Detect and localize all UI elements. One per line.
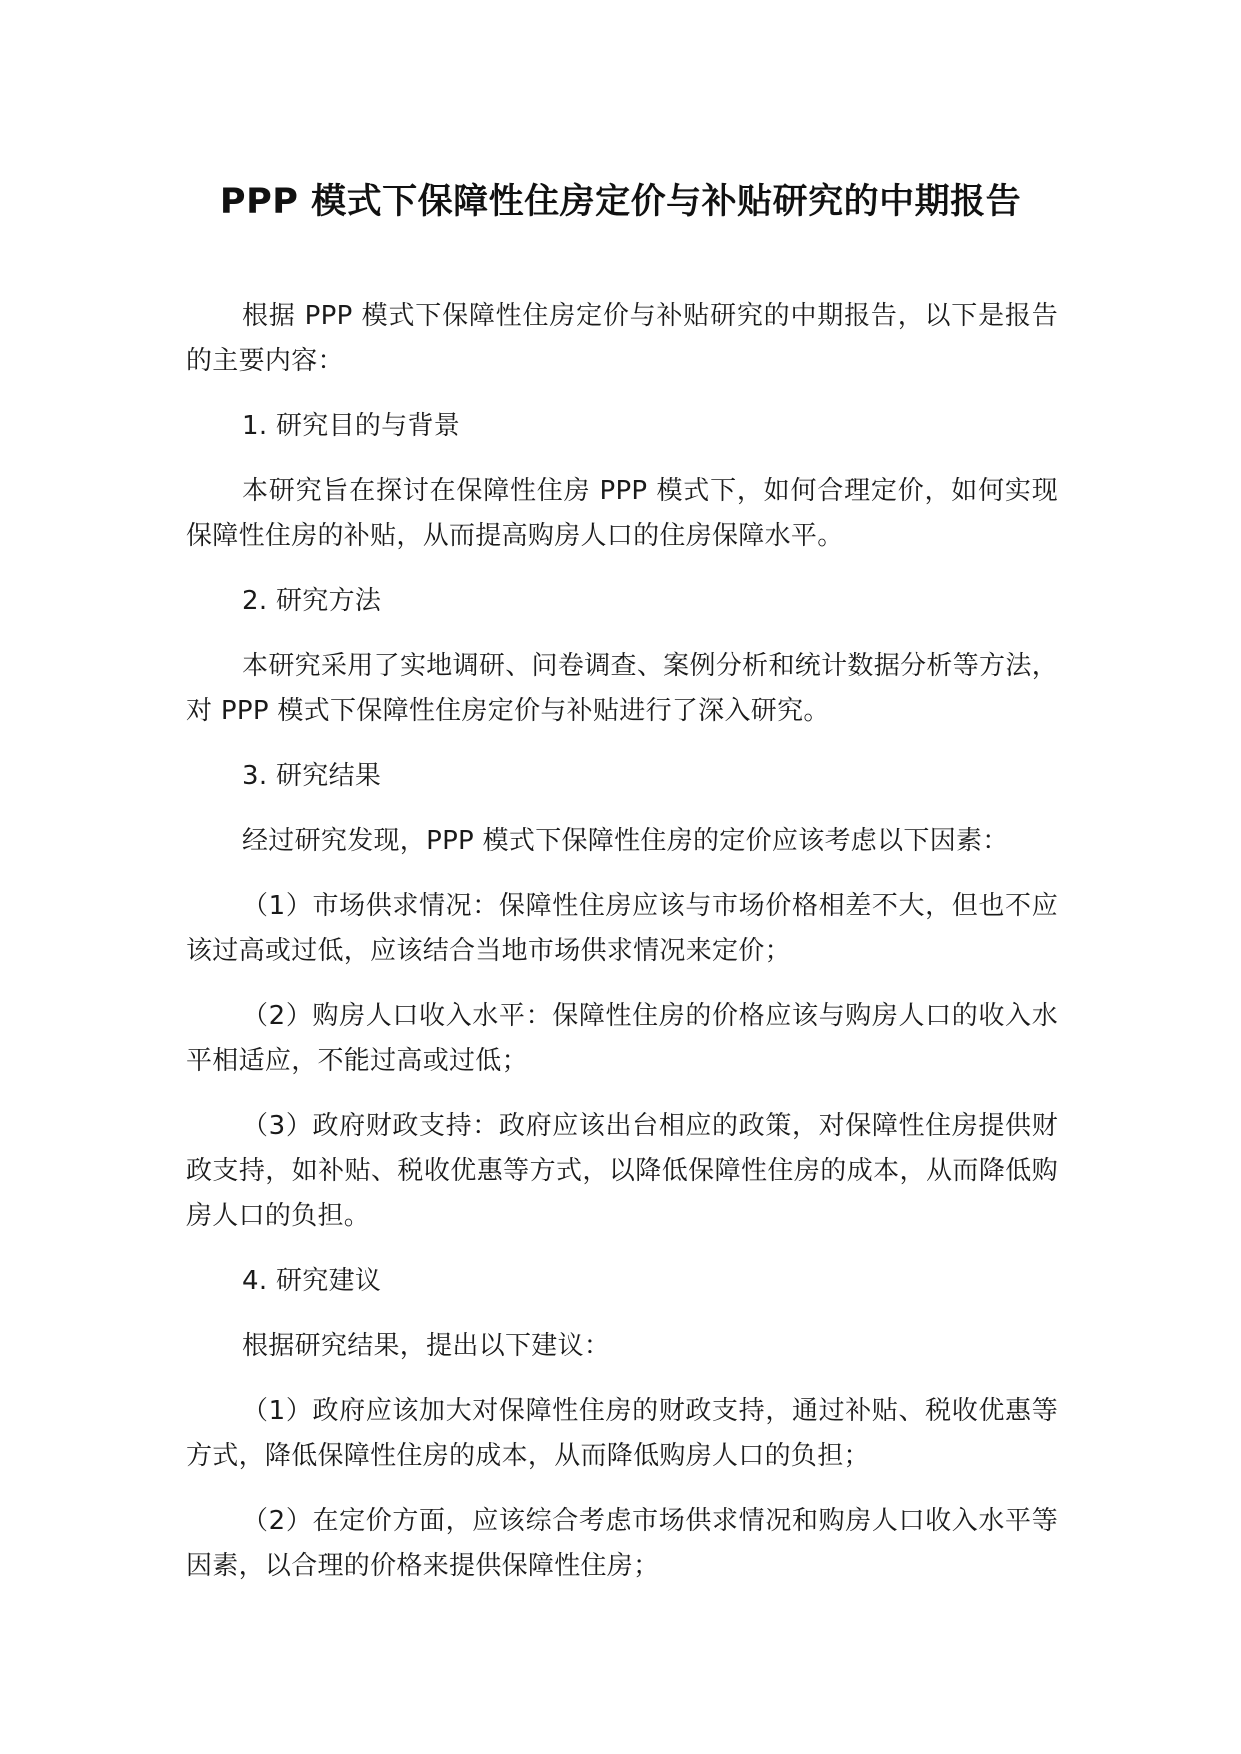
list-item-paragraph: （1）市场供求情况：保障性住房应该与市场价格相差不大，但也不应该过高或过低，应该结合当地市场供求情况来定价； <box>186 891 1058 966</box>
document-title: PPP 模式下保障性住房定价与补贴研究的中期报告 <box>219 182 1022 222</box>
section-paragraph: 本研究采用了实地调研、问卷调查、案例分析和统计数据分析等方法，对 PPP 模式下保障性住房定价与补贴进行了深入研究。 <box>186 651 1058 726</box>
section-heading-results: 3. 研究结果 <box>242 761 382 791</box>
list-item-paragraph: （3）政府财政支持：政府应该出台相应的政策，对保障性住房提供财政支持，如补贴、税收优惠等方式，以降低保障性住房的成本，从而降低购房人口的负担。 <box>186 1111 1058 1231</box>
section-paragraph: 本研究旨在探讨在保障性住房 PPP 模式下，如何合理定价，如何实现保障性住房的补贴，从而提高购房人口的住房保障水平。 <box>186 476 1058 551</box>
list-item-paragraph: （1）政府应该加大对保障性住房的财政支持，通过补贴、税收优惠等方式，降低保障性住房的成本，从而降低购房人口的负担； <box>186 1396 1058 1471</box>
section-paragraph: 经过研究发现，PPP 模式下保障性住房的定价应该考虑以下因素： <box>242 826 1009 856</box>
document-body <box>186 294 1058 1609</box>
list-item-paragraph: （2）在定价方面，应该综合考虑市场供求情况和购房人口收入水平等因素，以合理的价格来提供保障性住房； <box>186 1506 1058 1581</box>
section-heading-purpose: 1. 研究目的与背景 <box>242 411 461 441</box>
section-paragraph: 根据研究结果，提出以下建议： <box>242 1331 611 1361</box>
section-heading-recommendations: 4. 研究建议 <box>242 1266 382 1296</box>
intro-paragraph: 根据 PPP 模式下保障性住房定价与补贴研究的中期报告，以下是报告的主要内容： <box>186 301 1058 376</box>
list-item-paragraph: （2）购房人口收入水平：保障性住房的价格应该与购房人口的收入水平相适应，不能过高或过低； <box>186 1001 1058 1076</box>
section-heading-method: 2. 研究方法 <box>242 586 382 616</box>
